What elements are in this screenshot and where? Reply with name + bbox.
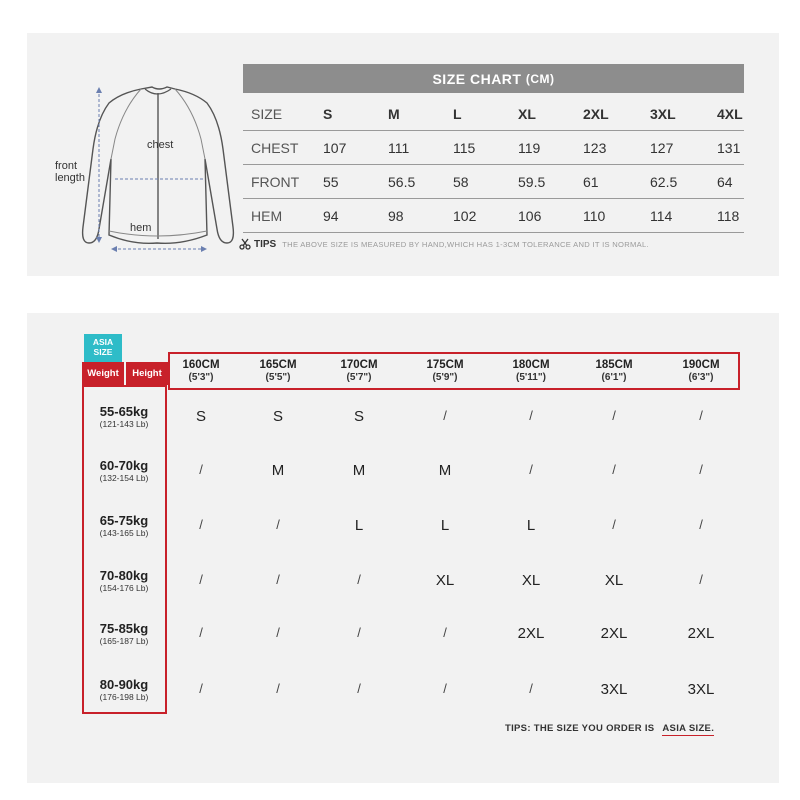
weight-row-header [84, 677, 164, 702]
height-cm: 180CM [512, 359, 550, 371]
size-cell: L [440, 517, 450, 534]
size-chart-cell: M [388, 106, 400, 122]
height-ft: (5'9") [432, 372, 458, 383]
size-cell: S [195, 408, 206, 425]
height-cm: 160CM [182, 359, 220, 371]
height-cm: 175CM [426, 359, 464, 371]
size-chart-cell: 2XL [583, 106, 609, 122]
size-cell: / [699, 572, 703, 587]
size-chart-cell: 119 [518, 140, 541, 156]
asia-size-badge [84, 334, 122, 362]
height-column-header [579, 359, 649, 383]
weight-lb: (165-187 Lb) [99, 636, 149, 646]
size-cell: XL [521, 572, 541, 589]
size-chart-row-label: FRONT [251, 174, 300, 190]
size-cell: / [529, 408, 533, 423]
asia-size-line2: SIZE [93, 347, 113, 357]
asia-tips-note [505, 723, 714, 734]
size-cell: / [357, 681, 361, 696]
weight-kg: 75-85kg [99, 621, 149, 636]
size-cell: S [272, 408, 283, 425]
size-chart-row-label: HEM [251, 208, 283, 224]
weight-kg: 80-90kg [99, 677, 149, 692]
size-chart-cell: 98 [388, 208, 404, 224]
size-cell: / [612, 408, 616, 423]
size-chart-cell: 3XL [650, 106, 676, 122]
size-chart-row-size [243, 97, 744, 131]
size-chart-cell: 61 [583, 174, 599, 190]
size-cell: 2XL [600, 625, 628, 642]
size-cell: 2XL [517, 625, 545, 642]
asia-size-panel [27, 313, 779, 783]
size-chart-cell: L [453, 106, 462, 122]
size-chart-cell: 111 [388, 140, 410, 156]
size-cell: / [443, 408, 447, 423]
size-chart-title [243, 64, 744, 93]
size-chart-title-main: SIZE CHART [432, 70, 522, 87]
height-cm: 190CM [682, 359, 720, 371]
asia-tips-highlight: ASIA SIZE. [662, 723, 715, 734]
size-chart-cell: 58 [453, 174, 469, 190]
size-chart-cell: 94 [323, 208, 339, 224]
height-column-header [324, 359, 394, 383]
size-cell: / [699, 408, 703, 423]
size-chart-row-label: CHEST [251, 140, 299, 156]
weight-lb: (132-154 Lb) [99, 473, 149, 483]
size-cell: 2XL [687, 625, 715, 642]
size-cell: L [354, 517, 364, 534]
size-chart-cell: 106 [518, 208, 542, 224]
weight-row-header [84, 458, 164, 483]
size-chart-cell: 127 [650, 140, 674, 156]
scissors-icon [239, 238, 251, 250]
size-cell: L [526, 517, 536, 534]
size-cell: / [443, 625, 447, 640]
size-cell: / [612, 462, 616, 477]
height-ft: (6'1") [601, 372, 627, 383]
size-chart-cell: 64 [717, 174, 733, 190]
size-chart-panel [27, 33, 779, 276]
size-cell: 3XL [687, 681, 715, 698]
size-cell: / [276, 625, 280, 640]
size-chart-cell: 114 [650, 208, 673, 224]
height-ft: (5'7") [346, 372, 372, 383]
size-cell: / [276, 681, 280, 696]
size-chart-row-chest [243, 131, 744, 165]
size-cell: / [699, 462, 703, 477]
tips-label: TIPS [254, 238, 277, 250]
size-cell: / [199, 681, 203, 696]
height-ft: (6'3") [688, 372, 714, 383]
height-column-header [666, 359, 736, 383]
size-chart-cell: S [323, 106, 333, 122]
size-cell: M [271, 462, 285, 479]
tips-note [239, 236, 779, 252]
size-chart-cell: 118 [717, 208, 740, 224]
asia-tips-prefix: TIPS: THE SIZE YOU ORDER IS [505, 723, 655, 734]
front-label: front [55, 160, 78, 172]
size-chart-cell: 131 [717, 140, 741, 156]
chest-label: chest [147, 139, 174, 151]
size-chart-title-unit: (CM) [525, 71, 555, 86]
size-chart-row-hem [243, 199, 744, 233]
size-cell: / [357, 572, 361, 587]
size-cell: / [276, 572, 280, 587]
size-chart-cell: 59.5 [518, 174, 546, 190]
height-ft: (5'3") [188, 372, 214, 383]
size-chart-cell: 4XL [717, 106, 743, 122]
size-chart-cell: 107 [323, 140, 347, 156]
weight-lb: (121-143 Lb) [99, 419, 149, 429]
size-chart-cell: 102 [453, 208, 477, 224]
height-ft: (5'5") [265, 372, 291, 383]
tips-text: THE ABOVE SIZE IS MEASURED BY HAND,WHICH HAS 1-3CM TOLERANCE AND IT IS NORMAL. [282, 239, 649, 249]
weight-lb: (176-198 Lb) [99, 692, 149, 702]
jersey-diagram [57, 79, 257, 269]
hem-label: hem [130, 222, 152, 234]
size-cell: XL [435, 572, 455, 589]
weight-row-header [84, 621, 164, 646]
weight-header: Weight [82, 362, 124, 385]
height-cm: 165CM [259, 359, 297, 371]
size-cell: / [199, 462, 203, 477]
size-chart-cell: 115 [453, 140, 476, 156]
size-cell: M [438, 462, 452, 479]
height-cm: 170CM [340, 359, 378, 371]
weight-kg: 55-65kg [99, 404, 149, 419]
weight-kg: 65-75kg [99, 513, 149, 528]
size-cell: / [199, 517, 203, 532]
size-chart-cell: 55 [323, 174, 339, 190]
asia-size-line1: ASIA [92, 337, 114, 347]
size-chart-cell: 110 [583, 208, 606, 224]
size-cell: M [352, 462, 366, 479]
size-cell: / [699, 517, 703, 532]
size-cell: / [276, 517, 280, 532]
size-cell: / [199, 625, 203, 640]
height-column-header [166, 359, 236, 383]
size-cell: / [529, 681, 533, 696]
size-cell: XL [604, 572, 624, 589]
size-chart-row-front [243, 165, 744, 199]
size-chart-row-label: SIZE [251, 106, 283, 122]
height-cm: 185CM [595, 359, 633, 371]
size-chart-cell: 62.5 [650, 174, 678, 190]
size-cell: 3XL [600, 681, 628, 698]
weight-kg: 70-80kg [99, 568, 149, 583]
weight-row-header [84, 568, 164, 593]
size-cell: / [612, 517, 616, 532]
size-cell: / [443, 681, 447, 696]
size-cell: / [357, 625, 361, 640]
weight-row-header [84, 513, 164, 538]
length-label: length [55, 172, 85, 184]
size-chart-cell: XL [518, 106, 536, 122]
weight-kg: 60-70kg [99, 458, 149, 473]
height-ft: (5'11") [516, 372, 546, 383]
weight-lb: (143-165 Lb) [99, 528, 149, 538]
size-chart-cell: 123 [583, 140, 607, 156]
size-cell: / [529, 462, 533, 477]
weight-column-frame [82, 385, 167, 714]
weight-lb: (154-176 Lb) [99, 583, 149, 593]
weight-row-header [84, 404, 164, 429]
height-header: Height [126, 362, 168, 385]
size-cell: / [199, 572, 203, 587]
height-column-header [496, 359, 566, 383]
height-column-header [410, 359, 480, 383]
size-chart-cell: 56.5 [388, 174, 416, 190]
height-column-header [243, 359, 313, 383]
size-chart-table [243, 97, 744, 233]
size-cell: S [353, 408, 364, 425]
